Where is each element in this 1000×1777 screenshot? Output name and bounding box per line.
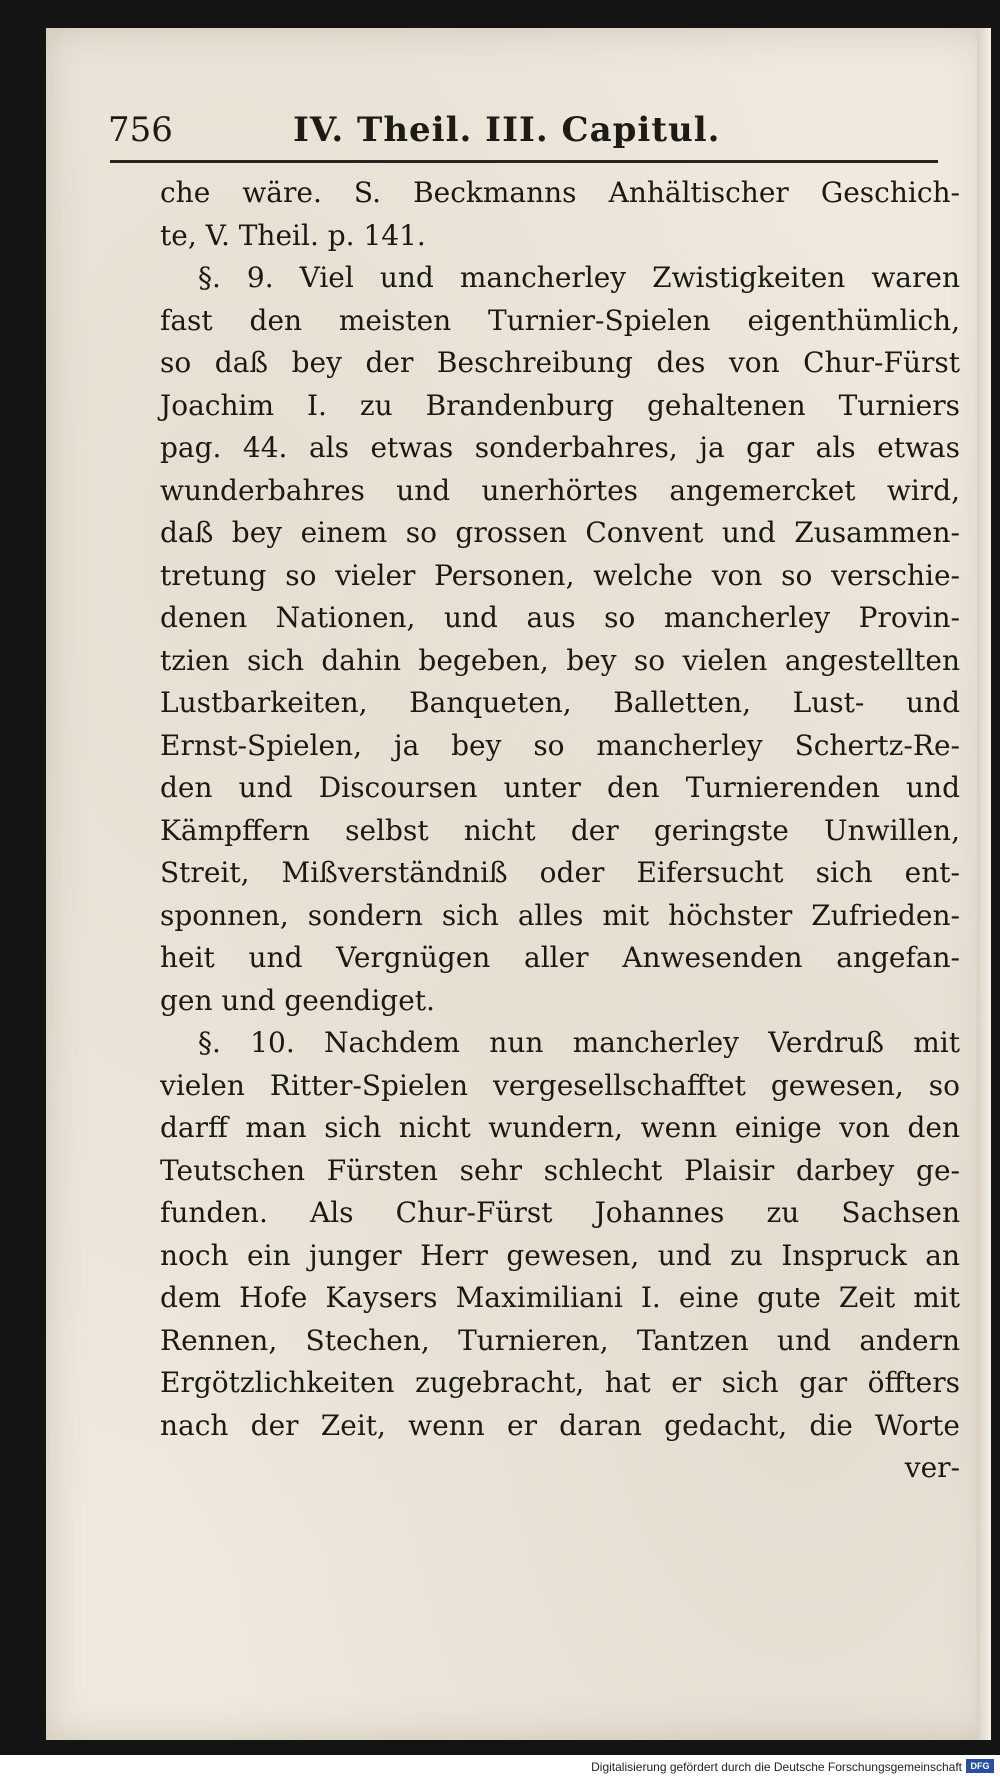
paragraph-start-line: §. 9. Viel und mancherley Zwistigkeiten waren <box>198 261 960 294</box>
text-line: daß bey einem so grossen Convent und Zusammen- <box>160 516 960 549</box>
text-line: Teutschen Fürsten sehr schlecht Plaisir darbey ge- <box>160 1153 960 1187</box>
chapter-heading: IV. Theil. III. Capitul. <box>293 110 721 150</box>
text-line: nach der Zeit, wenn er daran gedacht, die Worte <box>160 1408 960 1442</box>
body-text <box>160 172 960 1490</box>
text-line: noch ein junger Herr gewesen, und zu Inspruck an <box>160 1238 960 1272</box>
text-line: so daß bey der Beschreibung des von Chur-Fürst <box>160 346 960 379</box>
text-line: gen und geendiget. <box>160 983 435 1017</box>
text-line: Lustbarkeiten, Banqueten, Balletten, Lust- und <box>160 686 960 719</box>
text-line: fast den meisten Turnier-Spielen eigenthümlich, <box>160 303 960 337</box>
text-line: tzien sich dahin begeben, bey so vielen angestellten <box>160 643 960 677</box>
text-line: dem Hofe Kaysers Maximiliani I. eine gute Zeit mit <box>160 1281 960 1314</box>
text-line: heit und Vergnügen aller Anwesenden angefan- <box>160 941 960 974</box>
text-line: sponnen, sondern sich alles mit höchster Zufrieden- <box>160 898 960 932</box>
text-line: Joachim I. zu Brandenburg gehaltenen Turniers <box>160 388 960 422</box>
text-line: wunderbahres und unerhörtes angemercket wird, <box>160 473 960 507</box>
funding-credit: Digitalisierung gefördert durch die Deutsche Forschungsgemeinschaft <box>591 1760 962 1774</box>
page-edge <box>977 28 991 1740</box>
digitization-footer <box>0 1755 1000 1777</box>
text-line: vielen Ritter-Spielen vergesellschafftet gewesen, so <box>160 1068 960 1102</box>
text-line: Rennen, Stechen, Turnieren, Tantzen und andern <box>160 1323 960 1357</box>
text-line: Streit, Mißverständniß oder Eifersucht sich ent- <box>160 856 960 889</box>
page-number: 756 <box>108 110 173 150</box>
text-line: funden. Als Chur-Fürst Johannes zu Sachsen <box>160 1196 960 1229</box>
text-line: Ernst-Spielen, ja bey so mancherley Schertz-Re- <box>160 728 960 762</box>
running-head <box>108 100 938 156</box>
text-line: den und Discoursen unter den Turnierenden und <box>160 771 960 804</box>
text-line: che wäre. S. Beckmanns Anhältischer Geschich- <box>160 176 960 209</box>
text-line: darff man sich nicht wundern, wenn einige von den <box>160 1111 960 1144</box>
text-line: te, V. Theil. p. 141. <box>160 218 426 252</box>
header-rule <box>110 160 938 163</box>
text-line: tretung so vieler Personen, welche von so verschie- <box>160 558 960 592</box>
text-line: Kämpffern selbst nicht der geringste Unwillen, <box>160 813 960 847</box>
text-line: Ergötzlichkeiten zugebracht, hat er sich gar öffters <box>160 1366 960 1399</box>
paragraph-start-line: §. 10. Nachdem nun mancherley Verdruß mit <box>198 1026 960 1059</box>
dfg-logo: DFG <box>966 1759 994 1773</box>
text-line: pag. 44. als etwas sonderbahres, ja gar als etwas <box>160 431 960 464</box>
text-line: denen Nationen, und aus so mancherley Provin- <box>160 601 960 634</box>
catchword: ver- <box>904 1451 960 1484</box>
